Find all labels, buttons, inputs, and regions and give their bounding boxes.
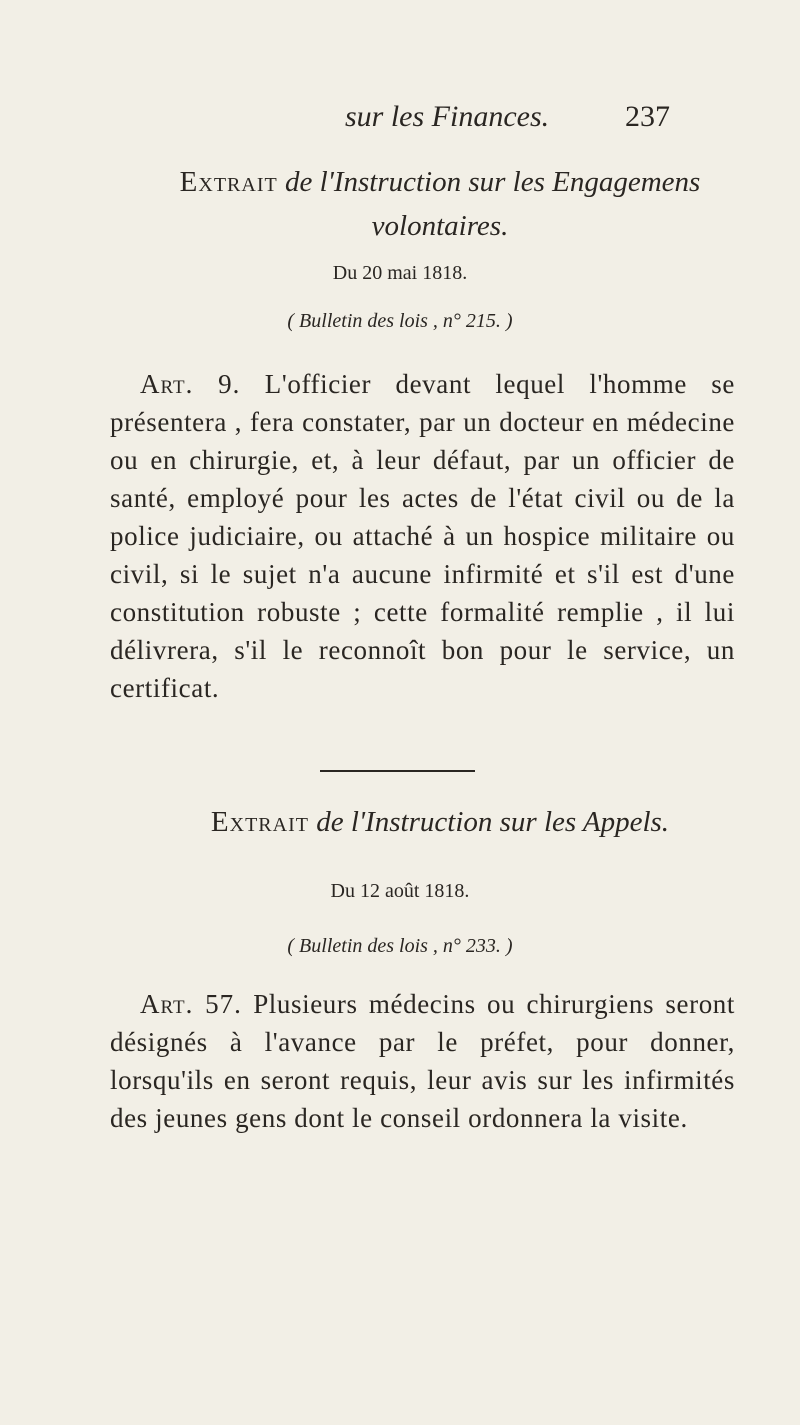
dateline: Du 20 mai 1818. <box>332 262 468 284</box>
bulletin-reference: ( Bulletin des lois , n° 233. ) <box>287 935 513 957</box>
section-divider <box>320 770 475 772</box>
heading-line2: volontaires. <box>371 210 509 242</box>
heading-rest: de l'Instruction sur les Appels. <box>316 806 670 838</box>
section-heading-engagemens <box>135 160 745 248</box>
heading-lead: Extrait <box>210 806 309 838</box>
bulletin-reference: ( Bulletin des lois , n° 215. ) <box>287 310 513 332</box>
running-head <box>0 100 800 140</box>
running-title: sur les Finances. <box>345 100 550 133</box>
heading-rest: de l'Instruction sur les Engagemens <box>284 166 701 198</box>
article-paragraph <box>110 365 735 707</box>
dateline: Du 12 août 1818. <box>330 880 470 902</box>
section-heading-appels <box>135 800 745 844</box>
article-text: L'officier devant lequel l'homme se présentera , fera constater, par un docteur en médecine ou en chirurgie, et, à leur défaut, par un officier de santé, employé pour les actes de l'état civil ou de la police judiciaire, ou attaché à un hospice militaire ou civil, si le sujet n'a aucune infirmité et s'il est d'une constitution robuste ; cette formalité remplie , il lui délivrera, s'il le reconnoît bon pour le service, un certificat. <box>110 369 735 703</box>
heading-lead: Extrait <box>179 166 278 198</box>
article-paragraph <box>110 985 735 1137</box>
article-label: Art. 9. <box>140 369 241 399</box>
page-number: 237 <box>625 100 670 133</box>
article-text: Plusieurs médecins ou chirurgiens seront désignés à l'avance par le préfet, pour donner, lorsqu'ils en seront requis, leur avis sur les infirmités des jeunes gens dont le conseil ordonnera la visite. <box>110 989 735 1133</box>
article-label: Art. 57. <box>140 989 242 1019</box>
